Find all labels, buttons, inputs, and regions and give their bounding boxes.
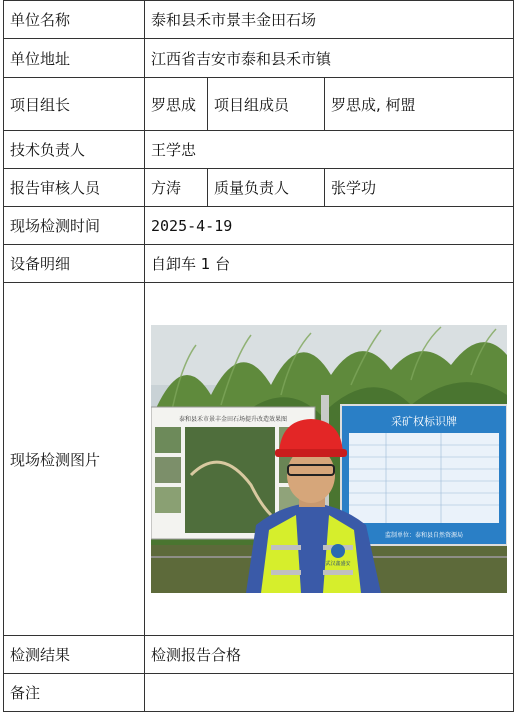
inspection-info-table [3, 0, 514, 712]
row-team [4, 78, 514, 131]
svg-text:泰和县禾市景丰金田石场提升改造效果图: 泰和县禾市景丰金田石场提升改造效果图 [178, 416, 288, 423]
result-value: 检测报告合格 [145, 636, 514, 674]
row-unit-name [4, 1, 514, 39]
reviewer-value: 方涛 [145, 169, 208, 207]
reviewer-label: 报告审核人员 [4, 169, 145, 207]
inspect-time-value: 2025-4-19 [145, 207, 514, 245]
svg-text:武汉鑫盛安: 武汉鑫盛安 [325, 561, 351, 567]
team-members-value: 罗思成, 柯盟 [325, 78, 514, 131]
equipment-value: 自卸车 1 台 [145, 245, 514, 283]
result-label: 检测结果 [4, 636, 145, 674]
unit-address-label: 单位地址 [4, 39, 145, 78]
photo-label: 现场检测图片 [4, 283, 145, 636]
unit-address-value: 江西省吉安市泰和县禾市镇 [145, 39, 514, 78]
row-result [4, 636, 514, 674]
row-remarks [4, 674, 514, 712]
remarks-label: 备注 [4, 674, 145, 712]
quality-lead-label: 质量负责人 [208, 169, 325, 207]
svg-text:监制单位：泰和县自然资源局: 监制单位：泰和县自然资源局 [384, 532, 464, 539]
row-review [4, 169, 514, 207]
inspect-time-label: 现场检测时间 [4, 207, 145, 245]
equipment-label: 设备明细 [4, 245, 145, 283]
site-inspection-photo [151, 325, 507, 593]
team-leader-value: 罗思成 [145, 78, 208, 131]
row-tech-lead [4, 131, 514, 169]
row-unit-address [4, 39, 514, 78]
row-photo [4, 283, 514, 636]
tech-lead-label: 技术负责人 [4, 131, 145, 169]
svg-text:采矿权标识牌: 采矿权标识牌 [391, 415, 457, 428]
quality-lead-value: 张学功 [325, 169, 514, 207]
row-equipment [4, 245, 514, 283]
row-inspect-time [4, 207, 514, 245]
team-leader-label: 项目组长 [4, 78, 145, 131]
team-members-label: 项目组成员 [208, 78, 325, 131]
unit-name-value: 泰和县禾市景丰金田石场 [145, 1, 514, 39]
tech-lead-value: 王学忠 [145, 131, 514, 169]
unit-name-label: 单位名称 [4, 1, 145, 39]
mining-rights-board [341, 405, 507, 545]
remarks-value [145, 674, 514, 712]
photo-cell [145, 283, 514, 636]
